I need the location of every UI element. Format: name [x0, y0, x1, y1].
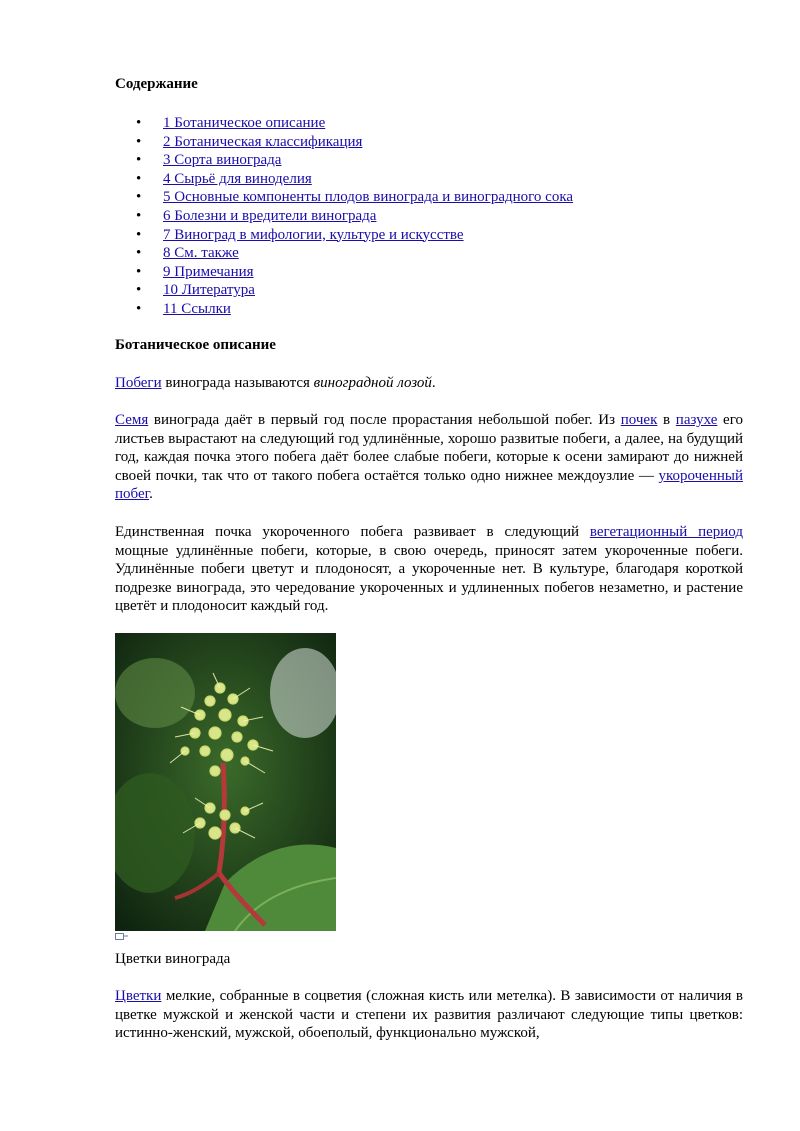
toc-link[interactable]: 8 См. также [163, 245, 239, 262]
bullet-icon: • [136, 207, 142, 224]
toc-link[interactable]: 3 Сорта винограда [163, 152, 282, 169]
toc-link[interactable]: 1 Ботаническое описание [163, 115, 326, 131]
link-shoots[interactable]: Побеги [115, 375, 162, 391]
link-seed[interactable]: Семя [115, 412, 149, 428]
toc-item [115, 281, 573, 300]
toc-item [115, 188, 573, 207]
paragraph-text: Единственная почка укороченного побега развивает в следующий [115, 524, 590, 540]
paragraph-bud [115, 523, 743, 616]
figure-caption: Цветки винограда [115, 951, 231, 967]
toc-link[interactable]: 9 Примечания [163, 263, 254, 280]
toc-link[interactable]: 10 Литература [163, 282, 255, 299]
image-anchor-icon [115, 932, 128, 940]
toc-item [115, 133, 573, 152]
toc-link[interactable]: 11 Ссылки [163, 300, 231, 317]
bullet-icon: • [136, 263, 142, 280]
toc-link[interactable]: 2 Ботаническая классификация [163, 133, 363, 150]
link-vegetation-period[interactable]: вегетационный период [589, 524, 743, 540]
italic-term: виноградной лозой [313, 375, 432, 391]
toc-item [115, 114, 573, 133]
toc-item [115, 300, 573, 319]
paragraph-text: . [149, 486, 153, 503]
link-short-shoot[interactable]: укороченный побег [115, 467, 743, 503]
toc-heading: Содержание [115, 76, 198, 92]
link-axil[interactable]: пазухе [675, 412, 718, 428]
bullet-icon: • [136, 245, 142, 262]
bullet-icon: • [136, 133, 142, 150]
paragraph-flowers [115, 987, 743, 1043]
paragraph-text: его листьев вырастают на следующий год удлинённые, хорошо развитые побеги, а далее, на будущий год, каждая почка этого побега даёт более слабые побеги, которые к осени замирают до нижней своей почки, так что от такого побега остаётся только одно нижнее междоузлие — [115, 412, 743, 484]
bullet-icon: • [136, 170, 142, 187]
table-of-contents [115, 114, 573, 319]
paragraph-shoots [115, 374, 743, 393]
toc-item [115, 207, 573, 226]
toc-link[interactable]: 7 Виноград в мифологии, культуре и искусстве [163, 226, 464, 243]
bullet-icon: • [136, 300, 142, 317]
paragraph-text: мелкие, собранные в соцветия (сложная кисть или метелка). В зависимости от наличия в цветке мужской и женской части и степени их развития различают следующие типы цветков: истинно-женский, мужской, обоеполый, функционально мужской, [115, 988, 743, 1042]
paragraph-text: . [431, 375, 436, 391]
bullet-icon: • [136, 282, 142, 299]
section-heading: Ботаническое описание [115, 337, 276, 353]
toc-item [115, 151, 573, 170]
bullet-icon: • [136, 115, 142, 131]
toc-item [115, 263, 573, 282]
paragraph-text: винограда даёт в первый год после прорастания небольшой побег. Из [148, 412, 621, 428]
bullet-icon: • [136, 189, 142, 206]
toc-item [115, 170, 573, 189]
bullet-icon: • [136, 226, 142, 243]
paragraph-seed [115, 411, 743, 504]
grape-flowers-photo [115, 633, 336, 931]
link-buds[interactable]: почек [620, 412, 658, 428]
toc-item [115, 226, 573, 245]
bullet-icon: • [136, 152, 142, 169]
paragraph-text: винограда называются [161, 375, 314, 391]
toc-link[interactable]: 6 Болезни и вредители винограда [163, 207, 377, 224]
toc-link[interactable]: 4 Сырьё для виноделия [163, 170, 312, 187]
link-flowers[interactable]: Цветки [115, 988, 162, 1004]
paragraph-text: мощные удлинённые побеги, которые, в свою очередь, приносят затем укороченные побеги. Удлинённые побеги цветут и плодоносят, а укороченные нет. В культуре, благодаря короткой подрезке винограда, это чередование укороченных и удлиненных побегов незаметно, и растение цветёт и плодоносит каждый год. [115, 542, 743, 615]
toc-link[interactable]: 5 Основные компоненты плодов винограда и виноградного сока [163, 189, 574, 206]
toc-item [115, 244, 573, 263]
paragraph-text: в [657, 412, 676, 428]
